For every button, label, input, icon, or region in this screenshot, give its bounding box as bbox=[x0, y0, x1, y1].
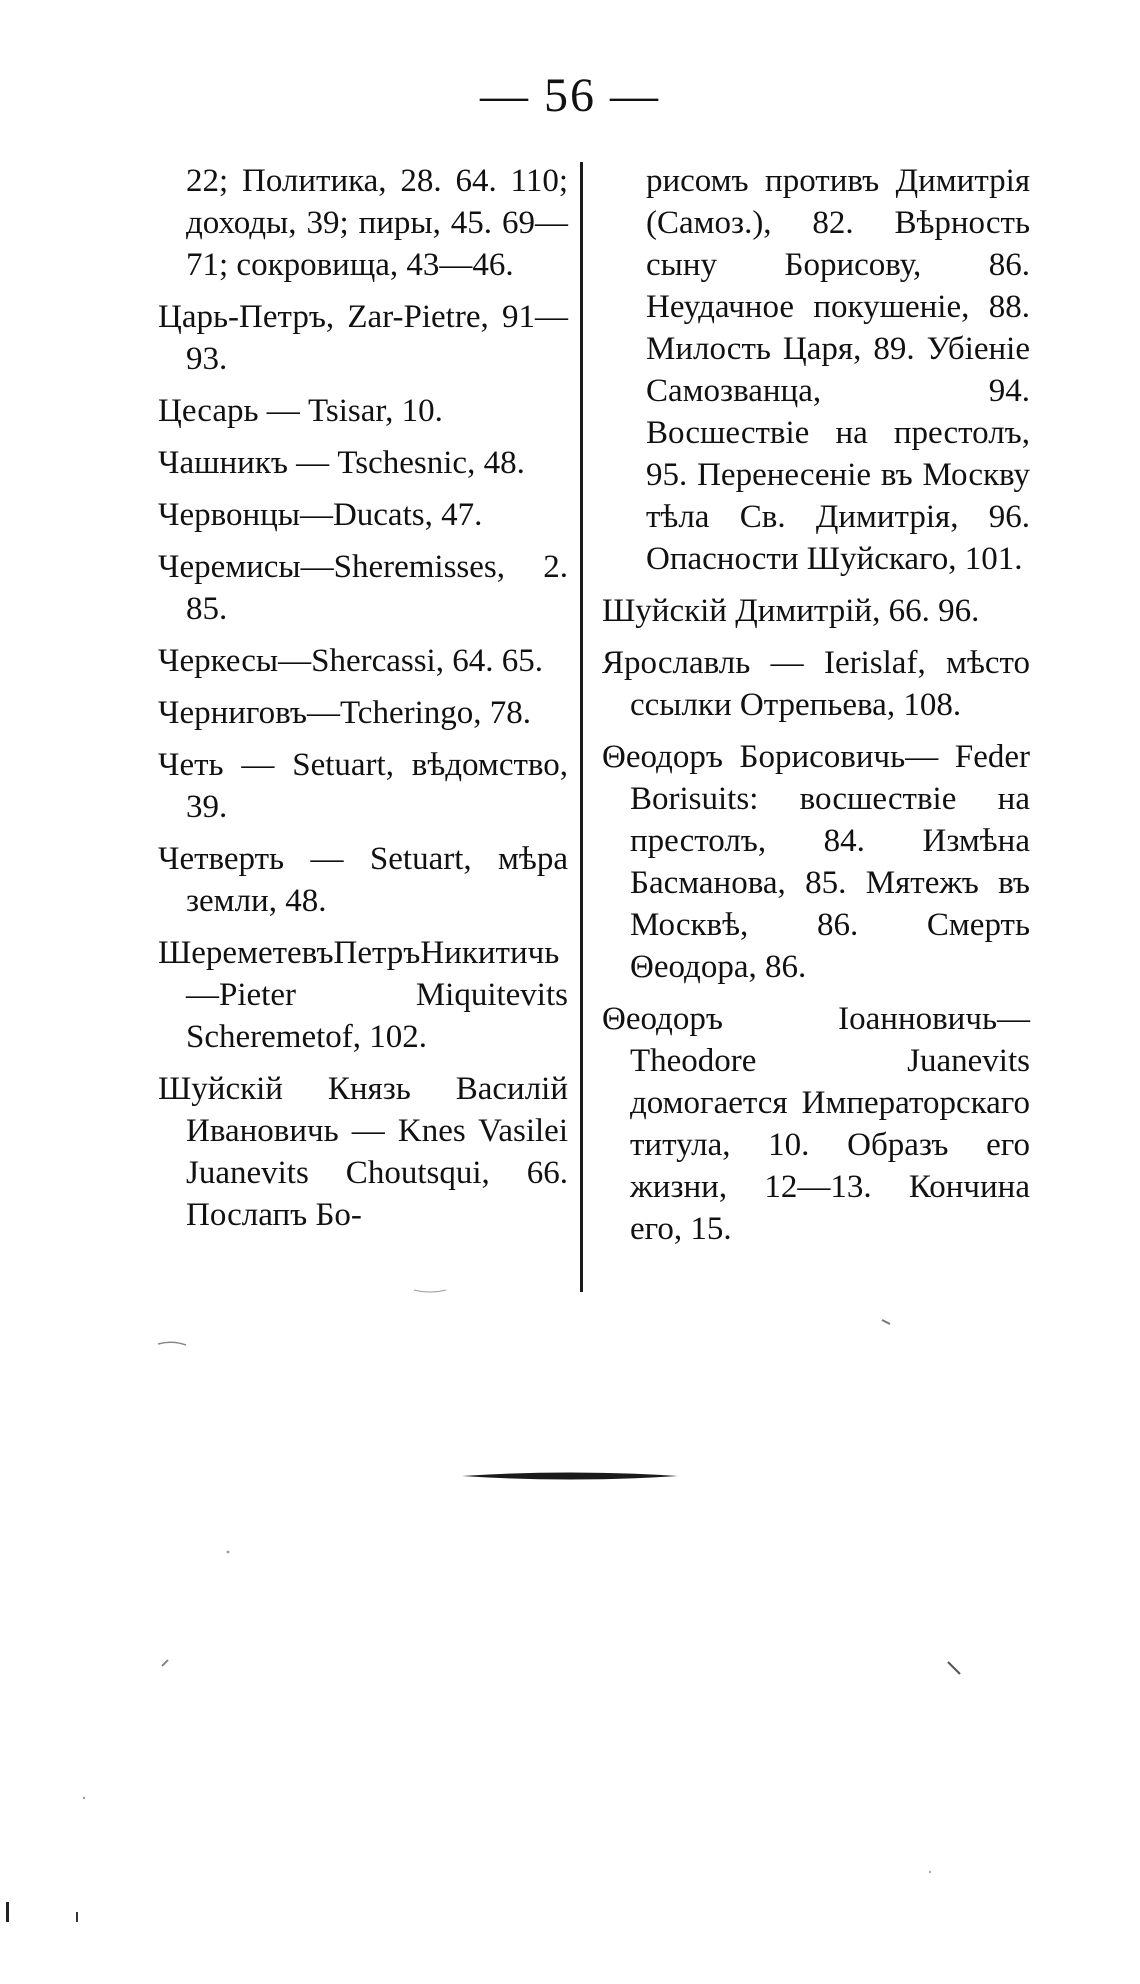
index-entry: рисомъ противъ Димитрія (Самоз.), 82. Вѣрность сыну Борисову, 86. Неудачное покушеніе, 88. Милость Царя, 89. Убіеніе Самозванца, 94. Восшествіе на престолъ, 95. Перенесеніе въ Москву тѣла Св. Димитрія, 96. Опасности Шуйскаго, 101. bbox=[646, 163, 1030, 577]
index-entry: Ярославль — Ierislaf, мѣсто ссылки Отрепьева, 108. bbox=[602, 645, 1030, 723]
index-entry: Θеодоръ Борисовичь— Feder Borisuits: восшествіе на престолъ, 84. Измѣна Басманова, 85. Мятежъ въ Москвѣ, 86. Смерть Θеодора, 86. bbox=[602, 739, 1030, 985]
index-entry: 22; Политика, 28. 64. 110; доходы, 39; пиры, 45. 69—71; сокровища, 43—46. bbox=[186, 163, 568, 283]
index-entry: ШереметевъПетръНикитичь—Pieter Miquitevits Scheremetof, 102. bbox=[158, 935, 568, 1055]
index-entry: Червонцы—Ducats, 47. bbox=[158, 497, 483, 533]
column-divider bbox=[580, 162, 583, 1292]
index-column-left bbox=[158, 160, 568, 1246]
index-entry: Шуйскій Димитрій, 66. 96. bbox=[602, 593, 980, 629]
index-entry: Шуйскій Князь Василій Ивановичь — Knes Vasilei Juanevits Choutsqui, 66. Послапъ Бо- bbox=[158, 1071, 568, 1233]
page-number: — 56 — bbox=[480, 69, 660, 122]
index-entry: Черкесы—Shercassi, 64. 65. bbox=[158, 643, 543, 679]
index-entry: Θеодоръ Іоанновичь— Theodore Juanevits домогается Императорскаго титула, 10. Образъ его жизни, 12—13. Кончина его, 15. bbox=[602, 1001, 1030, 1247]
index-column-right bbox=[602, 160, 1030, 1260]
index-entry: Черниговъ—Tcheringo, 78. bbox=[158, 695, 532, 731]
index-entry: Царь-Петръ, Zar-Pietre, 91—93. bbox=[158, 299, 568, 377]
end-ornament bbox=[462, 1471, 678, 1481]
index-entry: Четверть — Setuart, мѣра земли, 48. bbox=[158, 841, 568, 919]
index-entry: Четь — Setuart, вѣдомство, 39. bbox=[158, 747, 568, 825]
index-entry: Чашникъ — Tschesnic, 48. bbox=[158, 445, 525, 481]
index-entry: Черемисы—Sheremisses, 2. 85. bbox=[158, 549, 568, 627]
index-entry: Цесарь — Tsisar, 10. bbox=[158, 393, 443, 429]
